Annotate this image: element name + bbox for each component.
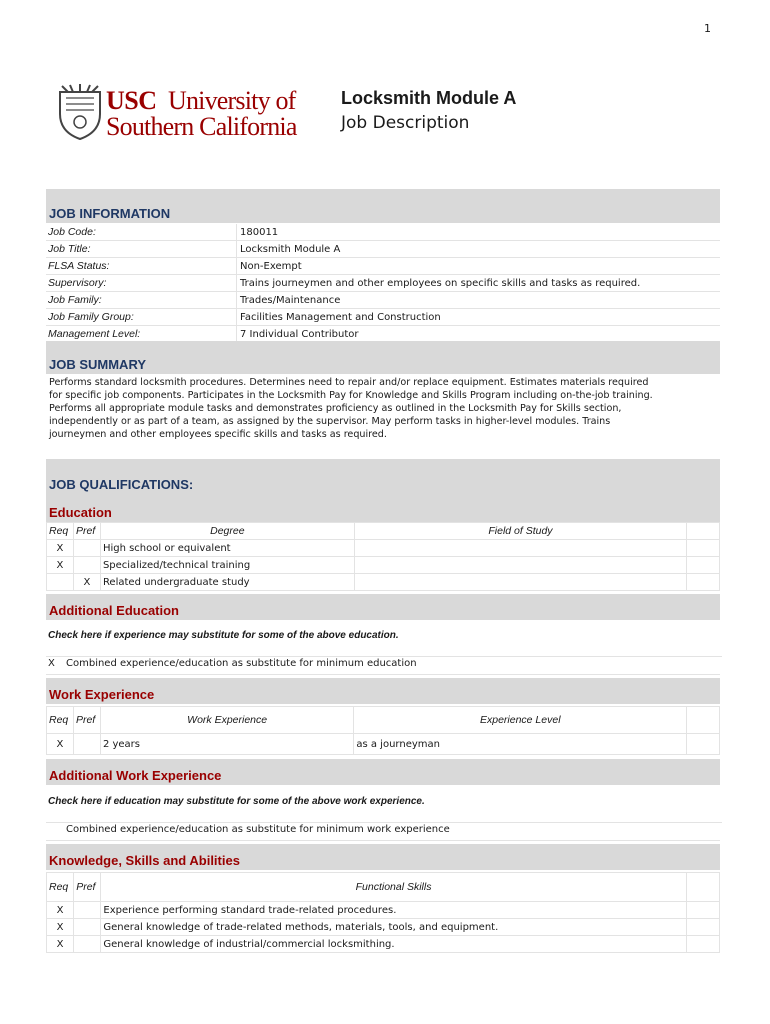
usc-logo <box>58 84 328 140</box>
job-information-table <box>46 224 720 343</box>
table-row <box>47 902 720 919</box>
req-header: Req <box>47 873 74 902</box>
table-row <box>46 241 720 258</box>
pref-mark <box>73 557 100 574</box>
job-information-header <box>46 189 720 223</box>
document-subtitle: Job Description <box>341 113 470 133</box>
experience-level-value: as a journeyman <box>354 734 687 755</box>
job-qualifications-title: JOB QUALIFICATIONS: <box>49 477 194 492</box>
table-row <box>47 557 720 574</box>
pref-header: Pref <box>73 523 100 540</box>
table-header-row <box>47 873 720 902</box>
degree-header: Degree <box>100 523 354 540</box>
field-label: Job Family Group: <box>46 309 237 326</box>
additional-work-experience-header <box>46 759 720 785</box>
logo-usc-text: USC <box>106 86 157 115</box>
job-summary-text <box>49 376 719 441</box>
ksa-title: Knowledge, Skills and Abilities <box>49 853 240 868</box>
field-value: 180011 <box>237 224 721 241</box>
pref-mark <box>73 734 100 755</box>
work-experience-col-header: Work Experience <box>100 707 353 734</box>
field-value: Non-Exempt <box>237 258 721 275</box>
table-row <box>47 574 720 591</box>
additional-education-note: Check here if experience may substitute for some of the above education. <box>46 630 722 657</box>
field-label: Job Title: <box>46 241 237 258</box>
field-value: Trains journeymen and other employees on specific skills and tasks as required. <box>237 275 721 292</box>
pref-mark <box>74 902 101 919</box>
additional-work-experience-note: Check here if education may substitute for some of the above work experience. <box>46 796 722 823</box>
table-row <box>47 936 720 953</box>
table-row <box>47 919 720 936</box>
additional-education-title: Additional Education <box>49 603 179 618</box>
substitute-text: Combined experience/education as substitute for minimum work experience <box>66 824 450 835</box>
req-mark: X <box>47 557 74 574</box>
job-summary-header <box>46 341 720 374</box>
substitute-text: Combined experience/education as substitute for minimum education <box>66 658 417 669</box>
education-table <box>46 522 720 591</box>
additional-work-experience-row <box>46 824 720 841</box>
req-header: Req <box>47 523 74 540</box>
req-header: Req <box>47 707 74 734</box>
degree-value: High school or equivalent <box>100 540 354 557</box>
pref-mark: X <box>73 574 100 591</box>
education-header <box>46 494 720 522</box>
usc-seal-icon <box>58 84 102 140</box>
logo-university-text: University of <box>168 86 296 115</box>
work-experience-table <box>46 706 720 755</box>
experience-level-header: Experience Level <box>354 707 687 734</box>
job-information-title: JOB INFORMATION <box>49 206 171 221</box>
work-experience-header <box>46 678 720 704</box>
table-row <box>46 258 720 275</box>
skill-value: General knowledge of trade-related methods, materials, tools, and equipment. <box>101 919 686 936</box>
table-row <box>47 734 720 755</box>
req-mark: X <box>47 902 74 919</box>
field-label: Job Code: <box>46 224 237 241</box>
substitute-mark: X <box>48 658 55 669</box>
table-row <box>46 224 720 241</box>
experience-value: 2 years <box>100 734 353 755</box>
additional-education-row <box>46 658 720 675</box>
field-label: Management Level: <box>46 326 237 343</box>
skill-value: General knowledge of industrial/commercial locksmithing. <box>101 936 686 953</box>
pref-mark <box>74 936 101 953</box>
req-mark <box>47 574 74 591</box>
table-header-row <box>47 707 720 734</box>
table-row <box>46 309 720 326</box>
summary-line: journeymen and other employees specific skills and tasks as required. <box>49 429 387 440</box>
pref-header: Pref <box>73 707 100 734</box>
job-qualifications-header <box>46 459 720 494</box>
field-label: Job Family: <box>46 292 237 309</box>
logo-southern-text: Southern California <box>106 112 297 141</box>
additional-education-header <box>46 594 720 620</box>
pref-mark <box>74 919 101 936</box>
field-value: 7 Individual Contributor <box>237 326 721 343</box>
req-mark: X <box>47 936 74 953</box>
field-of-study-header: Field of Study <box>354 523 686 540</box>
summary-line: independently or as part of a team, as assigned by the supervisor. May perform tasks in higher-level modules. Trains <box>49 416 611 427</box>
degree-value: Specialized/technical training <box>100 557 354 574</box>
table-row <box>46 275 720 292</box>
table-row <box>46 292 720 309</box>
field-value: Facilities Management and Construction <box>237 309 721 326</box>
additional-work-experience-title: Additional Work Experience <box>49 768 222 783</box>
job-summary-title: JOB SUMMARY <box>49 357 147 372</box>
summary-line: Performs standard locksmith procedures. Determines need to repair and/or replace equipment. Estimates materials required <box>49 377 649 388</box>
req-mark: X <box>47 919 74 936</box>
document-title: Locksmith Module A <box>341 88 517 108</box>
functional-skills-header: Functional Skills <box>101 873 686 902</box>
summary-line: Performs all appropriate module tasks and demonstrates proficiency as outlined in the Locksmith Pay for Skills section, <box>49 403 622 414</box>
field-label: FLSA Status: <box>46 258 237 275</box>
summary-line: for specific job components. Participates in the Locksmith Pay for Knowledge and Skills Program including on-the-job training. <box>49 390 653 401</box>
pref-mark <box>73 540 100 557</box>
req-mark: X <box>47 734 74 755</box>
page-number: 1 <box>704 22 711 35</box>
table-row <box>46 326 720 343</box>
skill-value: Experience performing standard trade-related procedures. <box>101 902 686 919</box>
field-value: Trades/Maintenance <box>237 292 721 309</box>
field-label: Supervisory: <box>46 275 237 292</box>
pref-header: Pref <box>74 873 101 902</box>
ksa-header <box>46 844 720 870</box>
field-value: Locksmith Module A <box>237 241 721 258</box>
req-mark: X <box>47 540 74 557</box>
table-row <box>47 540 720 557</box>
ksa-table <box>46 872 720 953</box>
education-title: Education <box>49 505 112 520</box>
degree-value: Related undergraduate study <box>100 574 354 591</box>
table-header-row <box>47 523 720 540</box>
work-experience-title: Work Experience <box>49 687 155 702</box>
